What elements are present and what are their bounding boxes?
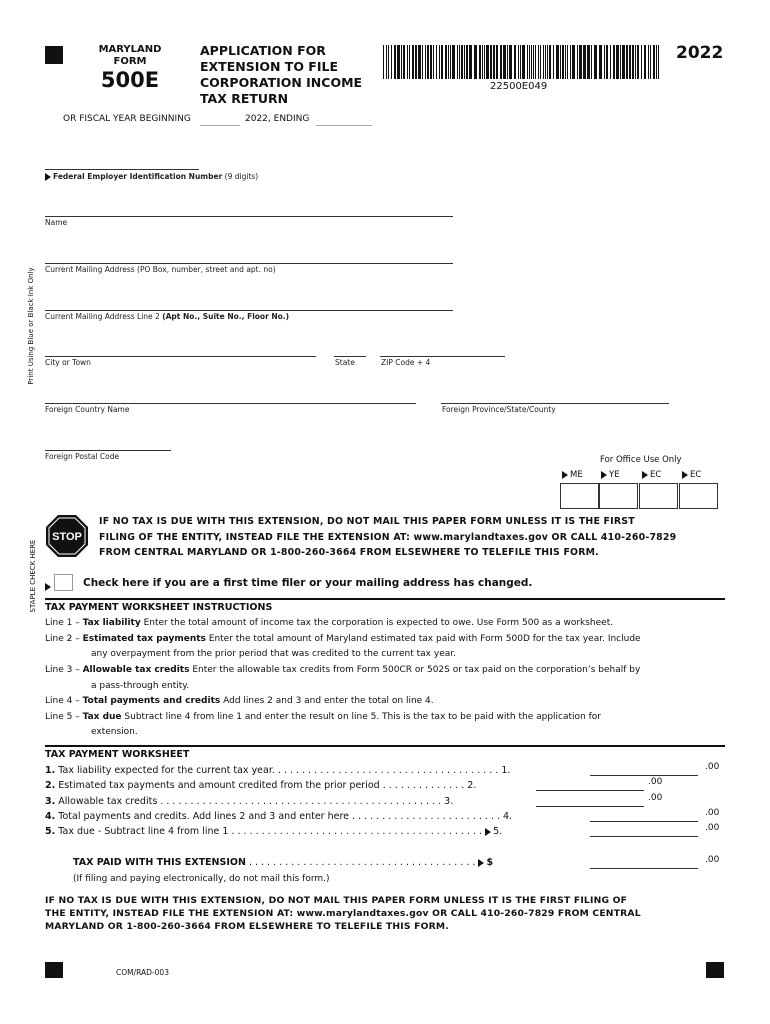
fiscal-begin-field[interactable] [200, 125, 240, 126]
office-code-ec2: EC [682, 470, 701, 480]
registration-mark-bottom-left [45, 962, 63, 978]
line3-cents: .00 [648, 793, 663, 803]
fein-field[interactable] [45, 169, 199, 170]
fiscal-end-field[interactable] [316, 125, 372, 126]
foreign-province-field[interactable] [441, 403, 669, 404]
foreign-postal-label: Foreign Postal Code [45, 452, 120, 461]
divider [45, 598, 725, 600]
office-code-ec1: EC [642, 470, 661, 480]
name-label: Name [45, 218, 68, 227]
worksheet-row-5: 5. Tax due - Subtract line 4 from line 1 . . . . . . . . . . . . . . . . . . . . . . . . . . . . . . . . . . . . . . . . . . 5. [45, 826, 503, 837]
state-label-field: State [335, 358, 355, 367]
instruction-line2: Line 2 – Estimated tax payments Enter the total amount of Maryland estimated tax paid with Form 500D for the tax year. Include [45, 634, 641, 644]
office-use-title: For Office Use Only [600, 455, 682, 465]
city-label: City or Town [45, 358, 91, 367]
city-field[interactable] [45, 356, 316, 357]
line5-amount-field[interactable] [590, 836, 698, 837]
arrow-icon [642, 471, 648, 479]
footer-code: COM/RAD-003 [116, 968, 169, 977]
line1-amount-field[interactable] [590, 775, 698, 776]
line2-cents: .00 [648, 777, 663, 787]
instruction-line3-cont: a pass-through entity. [91, 681, 190, 691]
arrow-icon [601, 471, 607, 479]
tax-paid-note: (If filing and paying electronically, do not mail this form.) [73, 874, 330, 884]
instruction-line1: Line 1 – Tax liability Enter the total amount of income tax the corporation is expected to owe. Use Form 500 as a worksheet. [45, 618, 614, 628]
bottom-notice: IF NO TAX IS DUE WITH THIS EXTENSION, DO NOT MAIL THIS PAPER FORM UNLESS IT IS THE FIRST FILING OF THE ENTITY, INSTEAD FILE THE EXTENSION AT: www.marylandtaxes.gov OR CALL 410-260-7829 FROM CENTRAL MARYLAND OR 1-800-260-3664 FROM ELSEWHERE TO TELEFILE THIS FORM. [45, 895, 641, 932]
line4-cents: .00 [705, 808, 720, 818]
zip-label: ZIP Code + 4 [381, 358, 431, 367]
line4-amount-field[interactable] [590, 821, 698, 822]
office-box-ye [599, 483, 638, 509]
registration-mark-top-left [45, 46, 63, 64]
tax-paid-cents: .00 [705, 855, 720, 865]
arrow-icon [45, 173, 51, 181]
instruction-line4: Line 4 – Total payments and credits Add lines 2 and 3 and enter the total on line 4. [45, 696, 434, 706]
tax-paid-amount-field[interactable] [590, 868, 698, 869]
line5-cents: .00 [705, 823, 720, 833]
foreign-province-label: Foreign Province/State/County [442, 405, 556, 414]
first-time-filer-checkbox[interactable] [54, 574, 73, 591]
instructions-title: TAX PAYMENT WORKSHEET INSTRUCTIONS [45, 602, 273, 613]
office-box-ec1 [639, 483, 678, 509]
state-label: MARYLAND [98, 44, 162, 55]
first-time-filer-label: Check here if you are a first time filer or your mailing address has changed. [83, 577, 533, 589]
registration-mark-bottom-right [706, 962, 724, 978]
fiscal-year-mid: 2022, ENDING [245, 114, 310, 124]
name-field[interactable] [45, 216, 453, 217]
arrow-icon [562, 471, 568, 479]
stop-notice: IF NO TAX IS DUE WITH THIS EXTENSION, DO NOT MAIL THIS PAPER FORM UNLESS IT IS THE FIRST FILING OF THE ENTITY, INSTEAD FILE THE EXTENSION AT: www.marylandtaxes.gov OR CALL 410-260-7829 FROM CENTRAL MARYLAND OR 1-800-260-3664 FROM ELSEWHERE TO TELEFILE THIS FORM. [99, 516, 677, 558]
divider [45, 745, 725, 747]
address1-label: Current Mailing Address (PO Box, number, street and apt. no) [45, 265, 276, 274]
foreign-country-label: Foreign Country Name [45, 405, 130, 414]
form-number: 500E [100, 68, 160, 92]
barcode-text: 22500E049 [490, 81, 548, 92]
stop-sign-icon [45, 514, 89, 558]
office-code-ye: YE [601, 470, 620, 480]
arrow-icon [682, 471, 688, 479]
ink-instruction: Print Using Blue or Black Ink Only [27, 267, 35, 385]
state-field[interactable] [334, 356, 366, 357]
worksheet-row-3: 3. Allowable tax credits . . . . . . . . . . . . . . . . . . . . . . . . . . . . . . . . . . . . . . . . . . . . . . . 3. [45, 796, 454, 807]
line3-amount-field[interactable] [536, 806, 644, 807]
line1-cents: .00 [705, 762, 720, 772]
form-label: FORM [113, 56, 147, 67]
arrow-icon [485, 828, 491, 836]
foreign-postal-field[interactable] [45, 450, 171, 451]
fein-label: Federal Employer Identification Number (9 digits) [45, 172, 258, 181]
worksheet-row-4: 4. Total payments and credits. Add lines 2 and 3 and enter here . . . . . . . . . . . . . . . . . . . . . . . . . 4. [45, 811, 513, 822]
instruction-line5-cont: extension. [91, 727, 138, 737]
tax-year: 2022 [676, 43, 724, 63]
svg-text:STOP: STOP [52, 531, 82, 543]
instruction-line3: Line 3 – Allowable tax credits Enter the allowable tax credits from Form 500CR or 502S or tax paid on the corporation’s behalf by [45, 665, 641, 675]
office-box-me [560, 483, 599, 509]
tax-paid-label: TAX PAID WITH THIS EXTENSION . . . . . . . . . . . . . . . . . . . . . . . . . . . . . . . . . . . . . . $ [73, 857, 494, 868]
office-code-me: ME [562, 470, 583, 480]
form-title: APPLICATION FOR EXTENSION TO FILE CORPORATION INCOME TAX RETURN [200, 43, 363, 106]
office-box-ec2 [679, 483, 718, 509]
foreign-country-field[interactable] [45, 403, 416, 404]
worksheet-title: TAX PAYMENT WORKSHEET [45, 749, 190, 760]
zip-field[interactable] [380, 356, 505, 357]
address2-label: Current Mailing Address Line 2 (Apt No., Suite No., Floor No.) [45, 312, 290, 321]
worksheet-row-2: 2. Estimated tax payments and amount credited from the prior period . . . . . . . . . . . . . . 2. [45, 780, 477, 791]
line2-amount-field[interactable] [536, 790, 644, 791]
staple-instruction: STAPLE CHECK HERE [29, 539, 37, 613]
worksheet-row-1: 1. Tax liability expected for the current tax year. . . . . . . . . . . . . . . . . . . . . . . . . . . . . . . . . . . . . . 1. [45, 765, 511, 776]
arrow-icon [478, 859, 484, 867]
checkbox-arrow-icon [45, 576, 53, 595]
barcode [383, 45, 661, 79]
instruction-line5: Line 5 – Tax due Subtract line 4 from line 1 and enter the result on line 5. This is the tax to be paid with the application for [45, 712, 601, 722]
fiscal-year-prefix: OR FISCAL YEAR BEGINNING [63, 114, 191, 124]
instruction-line2-cont: any overpayment from the prior period that was credited to the current tax year. [91, 649, 456, 659]
address1-field[interactable] [45, 263, 453, 264]
address2-field[interactable] [45, 310, 453, 311]
